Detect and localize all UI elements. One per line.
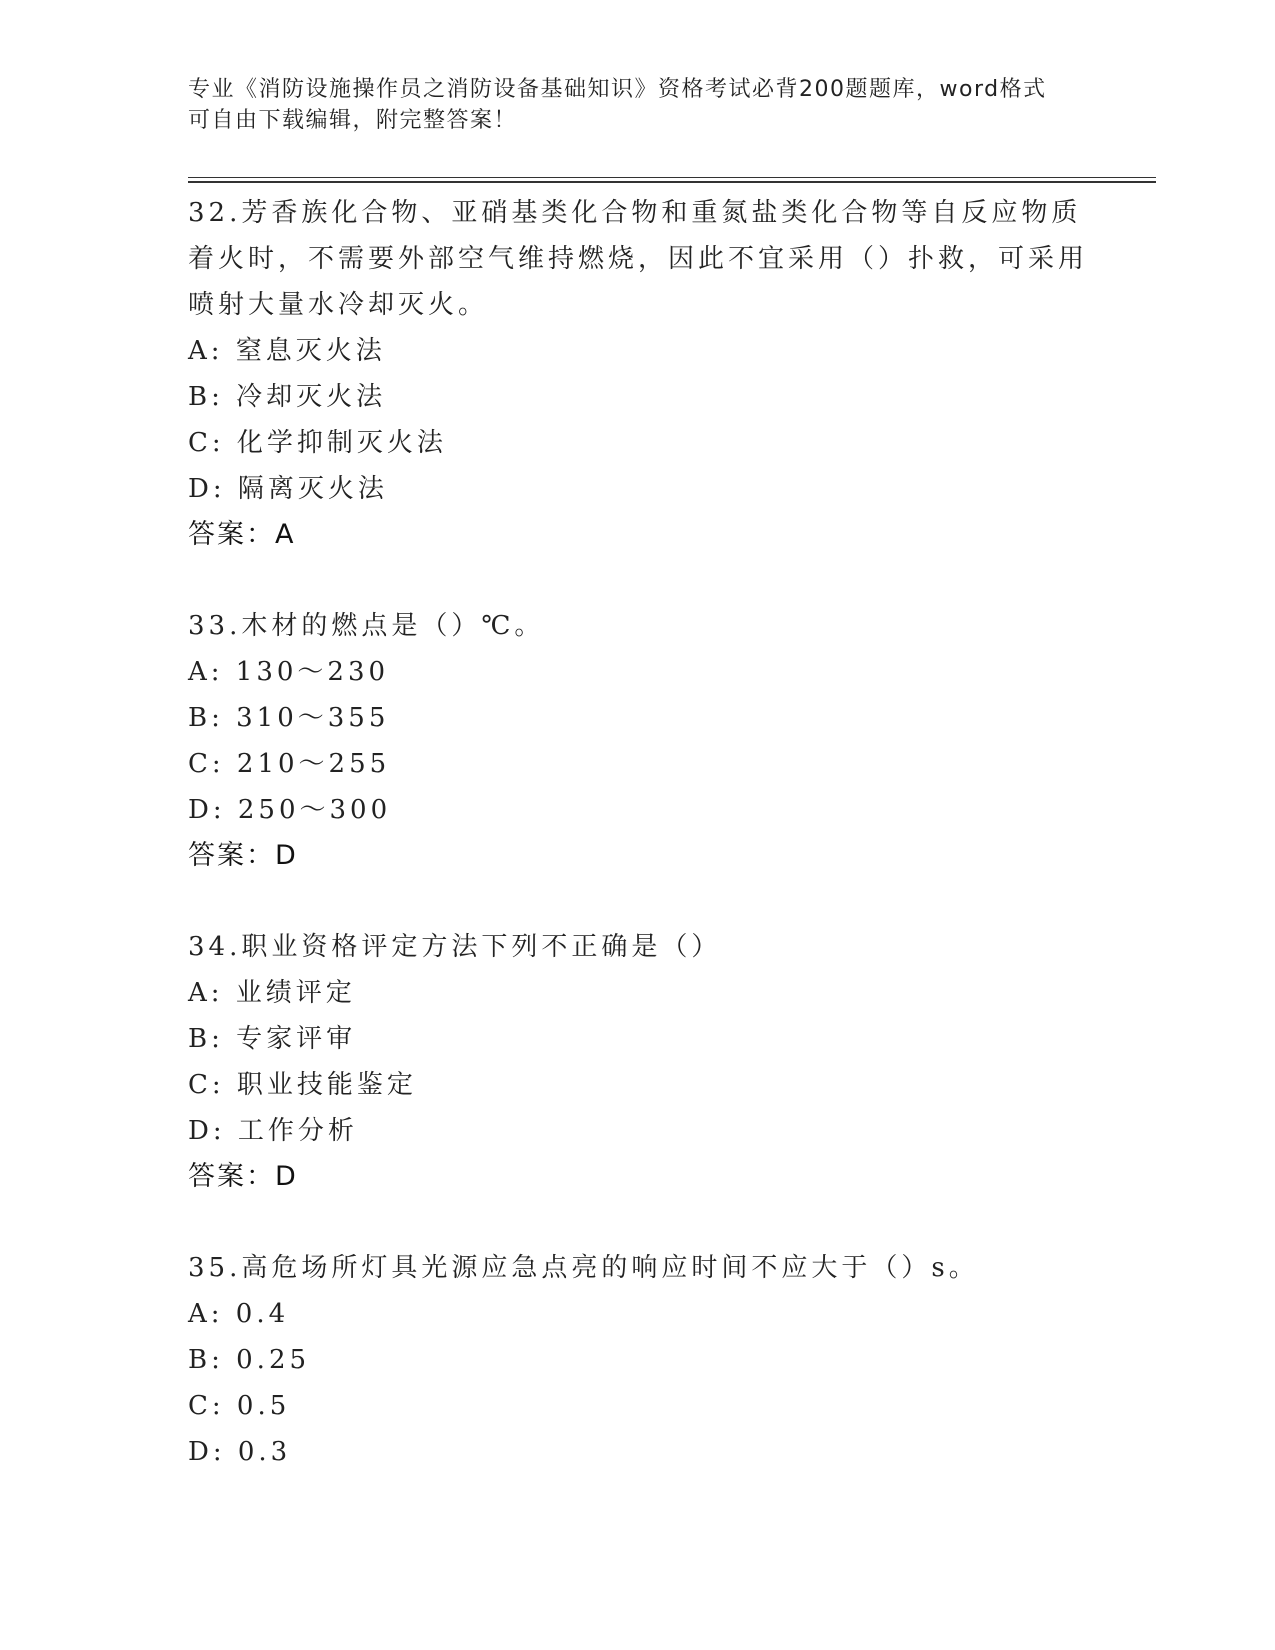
question-33 bbox=[188, 603, 1088, 879]
question-list bbox=[188, 190, 1088, 1475]
answer-label: 答案：A bbox=[188, 519, 296, 550]
option-d: D: 隔离灭火法 bbox=[188, 474, 388, 504]
option-d: D: 0.3 bbox=[188, 1437, 292, 1467]
option-a: A: 窒息灭火法 bbox=[188, 336, 386, 366]
question-text: 33.木材的燃点是（）℃。 bbox=[188, 611, 545, 641]
option-c: C: 210～255 bbox=[188, 749, 391, 779]
answer-label: 答案：D bbox=[188, 840, 298, 871]
option-b: B: 310～355 bbox=[188, 703, 390, 733]
question-gap bbox=[188, 1200, 1088, 1245]
answer-label: 答案：D bbox=[188, 1161, 298, 1192]
option-b: B: 专家评审 bbox=[188, 1024, 357, 1054]
question-text: 32.芳香族化合物、亚硝基类化合物和重氮盐类化合物等自反应物质着火时，不需要外部空气维持燃烧，因此不宜采用（）扑救，可采用喷射大量水冷却灭火。 bbox=[188, 198, 1089, 320]
option-a: A: 130～230 bbox=[188, 657, 390, 687]
option-d: D: 250～300 bbox=[188, 795, 392, 825]
option-a: A: 0.4 bbox=[188, 1299, 290, 1329]
question-gap bbox=[188, 558, 1088, 603]
option-c: C: 0.5 bbox=[188, 1391, 291, 1421]
question-text: 35.高危场所灯具光源应急点亮的响应时间不应大于（）s。 bbox=[188, 1253, 979, 1283]
option-b: B: 0.25 bbox=[188, 1345, 311, 1375]
question-gap bbox=[188, 879, 1088, 924]
question-32 bbox=[188, 190, 1088, 558]
document-header: 专业《消防设施操作员之消防设备基础知识》资格考试必背200题题库，word格式可自由下载编辑，附完整答案！ bbox=[188, 77, 1047, 133]
header-divider-thick bbox=[188, 181, 1156, 183]
question-text: 34.职业资格评定方法下列不正确是（） bbox=[188, 932, 722, 962]
header-divider-thin bbox=[188, 177, 1156, 178]
option-a: A: 业绩评定 bbox=[188, 978, 356, 1008]
option-d: D: 工作分析 bbox=[188, 1116, 358, 1146]
question-34 bbox=[188, 924, 1088, 1200]
option-b: B: 冷却灭火法 bbox=[188, 382, 387, 412]
question-35 bbox=[188, 1245, 1088, 1475]
option-c: C: 职业技能鉴定 bbox=[188, 1070, 417, 1100]
option-c: C: 化学抑制灭火法 bbox=[188, 428, 447, 458]
